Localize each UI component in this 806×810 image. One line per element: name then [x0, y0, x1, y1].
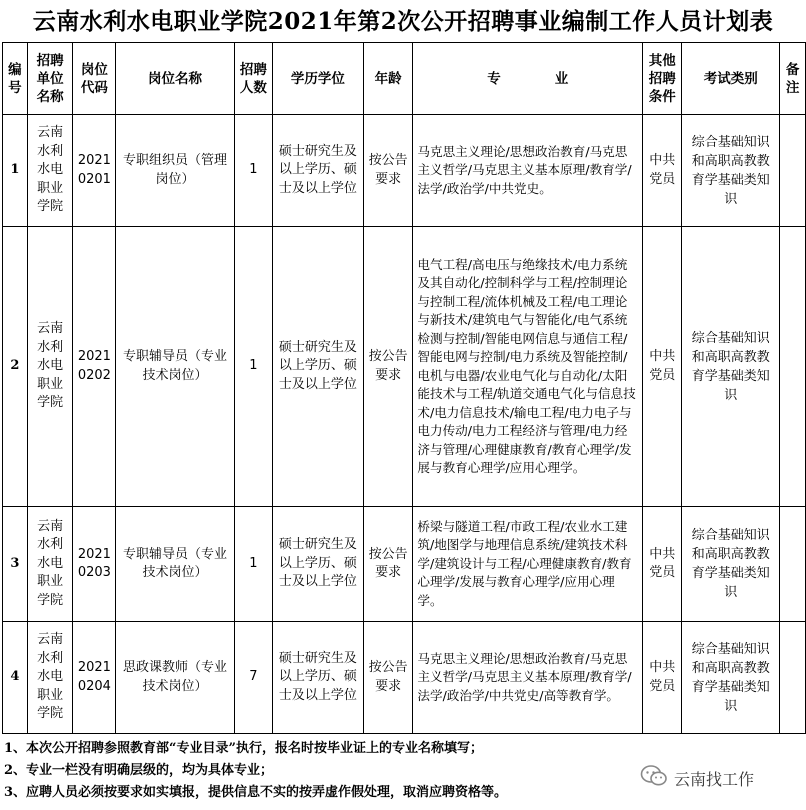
cell-other: 中共党员 [643, 622, 682, 734]
watermark-text: 云南找工作 [674, 769, 755, 789]
cell-major: 桥梁与隧道工程/市政工程/农业水工建筑/地图学与地理信息系统/建筑技术科学/建筑设计与工程/心理健康教育/教育心理学/发展与教育心理学/应用心理学。 [413, 507, 643, 622]
cell-index: 4 [3, 622, 28, 734]
cell-remark [780, 507, 806, 622]
cell-code: 20210203 [73, 507, 116, 622]
cell-unit: 云南水利水电职业学院 [27, 622, 73, 734]
cell-other: 中共党员 [643, 227, 682, 507]
cell-remark [780, 227, 806, 507]
cell-index: 1 [3, 115, 28, 227]
footnote: 3、应聘人员必须按要求如实填报，提供信息不实的按弄虚作假处理，取消应聘资格等。 [4, 785, 508, 800]
cell-count: 1 [234, 115, 272, 227]
cell-unit: 云南水利水电职业学院 [27, 115, 73, 227]
table-row [3, 227, 806, 507]
cell-age: 按公告要求 [363, 227, 412, 507]
cell-remark [780, 622, 806, 734]
cell-position: 专职辅导员（专业技术岗位） [116, 507, 235, 622]
cell-major: 马克思主义理论/思想政治教育/马克思主义哲学/马克思主义基本原理/教育学/法学/政治学/中共党史/高等教育学。 [413, 622, 643, 734]
header-major: 专 业 [413, 43, 643, 115]
header-unit: 招聘单位名称 [27, 43, 73, 115]
table-row [3, 622, 806, 734]
cell-other: 中共党员 [643, 507, 682, 622]
cell-education: 硕士研究生及以上学历、硕士及以上学位 [272, 507, 363, 622]
cell-major: 电气工程/高电压与绝缘技术/电力系统及其自动化/控制科学与工程/控制理论与控制工程/流体机械及工程/电工理论与新技术/建筑电气与智能化/电气系统检测与控制/智能电网信息与通信工程/智能电网与控制/电力系统及智能控制/电机与电器/农业电气化与自动化/太阳能技术与工程/轨道交通电气化与信息技术/电力信息技术/输电工程/电力电子与电力传动/电力工程经济与管理/电力经济与管理/心理健康教育/教育心理学/发展与教育心理学/应用心理学。 [413, 227, 643, 507]
header-education: 学历学位 [272, 43, 363, 115]
cell-unit: 云南水利水电职业学院 [27, 507, 73, 622]
header-other: 其他招聘条件 [643, 43, 682, 115]
cell-code: 20210204 [73, 622, 116, 734]
table-row [3, 507, 806, 622]
cell-other: 中共党员 [643, 115, 682, 227]
header-code: 岗位代码 [73, 43, 116, 115]
recruitment-plan-table [2, 42, 806, 734]
wechat-icon [640, 764, 668, 792]
cell-count: 1 [234, 507, 272, 622]
cell-code: 20210202 [73, 227, 116, 507]
footnote: 1、本次公开招聘参照教育部“专业目录”执行，报名时按毕业证上的专业名称填写； [4, 741, 484, 756]
cell-age: 按公告要求 [363, 507, 412, 622]
header-exam: 考试类别 [682, 43, 780, 115]
cell-code: 20210201 [73, 115, 116, 227]
cell-education: 硕士研究生及以上学历、硕士及以上学位 [272, 115, 363, 227]
table-row [3, 115, 806, 227]
page-title: 云南水利水电职业学院2021年第2次公开招聘事业编制工作人员计划表 [32, 8, 774, 35]
cell-age: 按公告要求 [363, 622, 412, 734]
cell-unit: 云南水利水电职业学院 [27, 227, 73, 507]
header-count: 招聘人数 [234, 43, 272, 115]
header-age: 年龄 [363, 43, 412, 115]
watermark [640, 764, 754, 792]
cell-count: 7 [234, 622, 272, 734]
table-header-row [3, 43, 806, 115]
cell-exam: 综合基础知识和高职高教教育学基础类知识 [682, 115, 780, 227]
header-remark: 备注 [780, 43, 806, 115]
cell-education: 硕士研究生及以上学历、硕士及以上学位 [272, 622, 363, 734]
cell-position: 专职辅导员（专业技术岗位） [116, 227, 235, 507]
header-index: 编号 [3, 43, 28, 115]
cell-exam: 综合基础知识和高职高教教育学基础类知识 [682, 507, 780, 622]
header-position: 岗位名称 [116, 43, 235, 115]
cell-major: 马克思主义理论/思想政治教育/马克思主义哲学/马克思主义基本原理/教育学/法学/政治学/中共党史。 [413, 115, 643, 227]
cell-education: 硕士研究生及以上学历、硕士及以上学位 [272, 227, 363, 507]
cell-age: 按公告要求 [363, 115, 412, 227]
cell-index: 3 [3, 507, 28, 622]
cell-remark [780, 115, 806, 227]
cell-position: 思政课教师（专业技术岗位） [116, 622, 235, 734]
cell-position: 专职组织员（管理岗位） [116, 115, 235, 227]
cell-count: 1 [234, 227, 272, 507]
cell-exam: 综合基础知识和高职高教教育学基础类知识 [682, 227, 780, 507]
cell-exam: 综合基础知识和高职高教教育学基础类知识 [682, 622, 780, 734]
footnote: 2、专业一栏没有明确层级的，均为具体专业； [4, 763, 274, 778]
cell-index: 2 [3, 227, 28, 507]
